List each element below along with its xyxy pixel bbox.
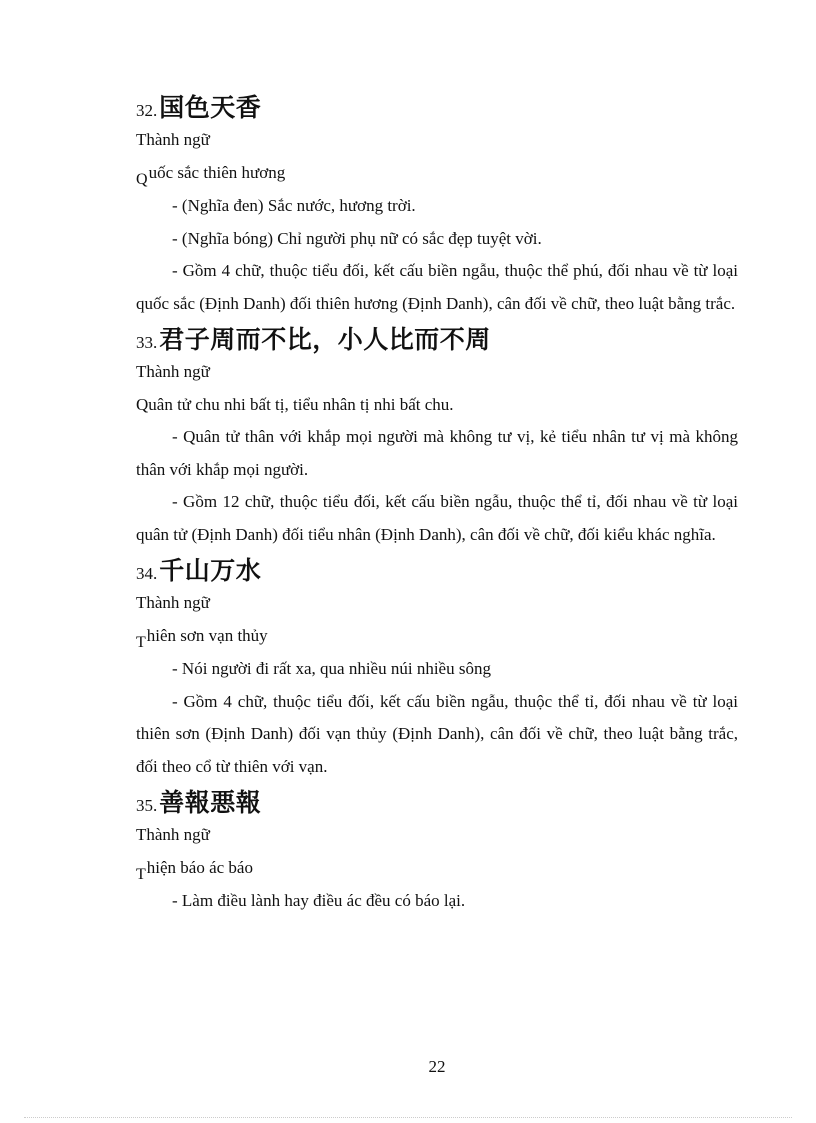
page-bottom-divider bbox=[24, 1117, 792, 1118]
reading-rest: hiên sơn vạn thủy bbox=[146, 625, 268, 645]
reading-rest: uốc sắc thiên hương bbox=[148, 162, 286, 182]
entry-type: Thành ngữ bbox=[136, 362, 210, 381]
entry-heading bbox=[136, 551, 738, 587]
entry-chinese: 千山万水 bbox=[159, 556, 262, 585]
reading-initial: Q bbox=[136, 170, 148, 188]
entry-bullet: - (Nghĩa bóng) Chỉ người phụ nữ có sắc đẹp tuyệt vời. bbox=[172, 228, 542, 248]
entry-chinese: 善報悪報 bbox=[159, 788, 262, 817]
entry-chinese: 国色天香 bbox=[159, 93, 262, 122]
entry-reading: Quân tử chu nhi bất tị, tiểu nhân tị nhi bất chu. bbox=[136, 394, 454, 414]
page-content bbox=[136, 88, 738, 918]
entry-reading bbox=[136, 852, 738, 886]
page-number: 22 bbox=[428, 1057, 446, 1076]
entry-number: 32. bbox=[136, 101, 158, 120]
entry-heading bbox=[136, 320, 738, 356]
entry-type: Thành ngữ bbox=[136, 825, 210, 844]
entry-heading bbox=[136, 88, 738, 124]
entry-analysis: - Gồm 12 chữ, thuộc tiểu đối, kết cấu biền ngẫu, thuộc thể tỉ, đối nhau về từ loại quân tử (Định Danh) đối tiểu nhân (Định Danh), cân đối về chữ, đối kiểu khác nghĩa. bbox=[136, 492, 738, 544]
entry-bullet: - (Nghĩa đen) Sắc nước, hương trời. bbox=[172, 196, 416, 215]
entry-meaning: - Quân tử thân với khắp mọi người mà không tư vị, kẻ tiểu nhân tư vị mà không thân với khắp mọi người. bbox=[136, 427, 738, 479]
reading-rest: hiện báo ác báo bbox=[146, 857, 253, 877]
entry-chinese: 君子周而不比，小人比而不周 bbox=[159, 325, 491, 354]
entry-bullet: - Làm điều lành hay điều ác đều có báo lại. bbox=[172, 891, 466, 910]
entry-number: 33. bbox=[136, 333, 158, 352]
entry-bullet: - Nói người đi rất xa, qua nhiều núi nhiều sông bbox=[172, 659, 491, 678]
entry-number: 35. bbox=[136, 796, 158, 815]
entry-reading bbox=[136, 620, 738, 654]
entry-number: 34. bbox=[136, 564, 158, 583]
entry-type: Thành ngữ bbox=[136, 130, 210, 149]
entry-analysis: - Gồm 4 chữ, thuộc tiểu đối, kết cấu biền ngẫu, thuộc thể phú, đối nhau về từ loại quốc sắc (Định Danh) đối thiên hương (Định Danh), cân đối về chữ, theo luật bằng trắc. bbox=[136, 261, 738, 313]
entry-heading bbox=[136, 783, 738, 819]
reading-initial: T bbox=[136, 633, 146, 651]
entry-analysis: - Gồm 4 chữ, thuộc tiểu đối, kết cấu biền ngẫu, thuộc thể tỉ, đối nhau về từ loại thiên sơn (Định Danh) đối vạn thủy (Định Danh), cân đối về chữ, theo luật bằng trắc, đối theo cổ từ thiên với vạn. bbox=[136, 691, 738, 776]
entry-reading bbox=[136, 157, 738, 191]
entry-type: Thành ngữ bbox=[136, 593, 210, 612]
reading-initial: T bbox=[136, 865, 146, 883]
